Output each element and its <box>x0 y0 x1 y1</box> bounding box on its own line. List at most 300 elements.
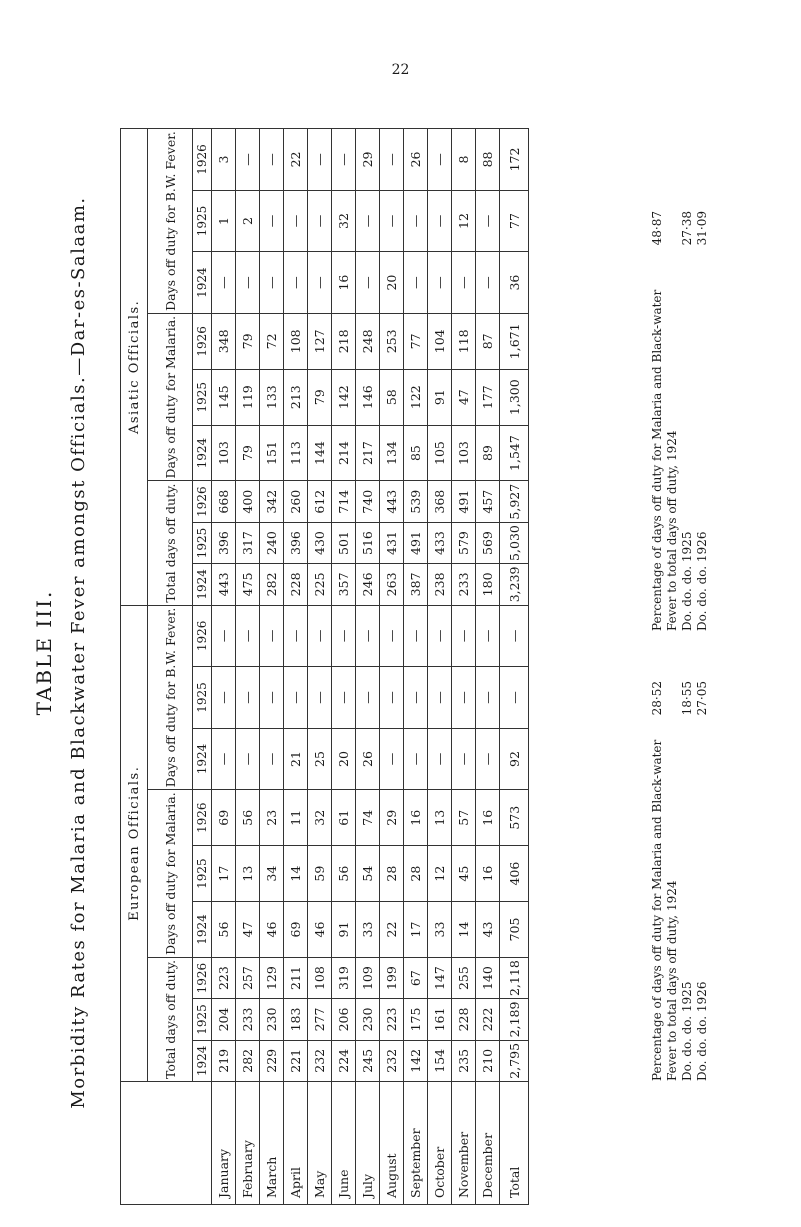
asiatic-total-year-1924: 1924 <box>193 564 212 605</box>
european-cell: 17 <box>212 846 236 902</box>
european-cell: 2,795 <box>500 1040 529 1081</box>
asiatic-cell: — <box>212 252 236 314</box>
european-cell: 13 <box>236 846 260 902</box>
asiatic-cell: 22 <box>284 129 308 191</box>
table-row <box>212 129 236 1205</box>
european-cell: — <box>308 667 332 729</box>
european-cell: — <box>332 667 356 729</box>
asiatic-cell: 79 <box>236 313 260 369</box>
european-cell: 57 <box>452 790 476 846</box>
asiatic-cell: 20 <box>380 252 404 314</box>
asiatic-cell: 119 <box>236 369 260 425</box>
table-label: TABLE III. <box>32 589 56 716</box>
asiatic-cell: 146 <box>356 369 380 425</box>
european-cell: — <box>404 605 428 667</box>
european-cell: 229 <box>260 1040 284 1081</box>
european-percentage-value: 28·52 <box>650 681 664 716</box>
asiatic-cell: — <box>284 252 308 314</box>
european-cell: — <box>404 667 428 729</box>
european-percentage-row <box>680 681 695 1081</box>
asiatic-cell: — <box>308 190 332 252</box>
european-cell: — <box>452 605 476 667</box>
european-cell: 235 <box>452 1040 476 1081</box>
asiatic-cell: 1 <box>212 190 236 252</box>
european-cell: 14 <box>284 846 308 902</box>
european-cell: — <box>236 667 260 729</box>
asiatic-cell: 217 <box>356 425 380 481</box>
asiatic-cell: 368 <box>428 481 452 522</box>
european-cell: 161 <box>428 999 452 1040</box>
asiatic-cell: 91 <box>428 369 452 425</box>
asiatic-cell: — <box>260 129 284 191</box>
morbidity-table <box>120 128 529 1205</box>
european-cell: 230 <box>260 999 284 1040</box>
asiatic-cell: 516 <box>356 522 380 563</box>
asiatic-cell: 79 <box>308 369 332 425</box>
year-row <box>193 129 212 1205</box>
asiatic-cell: — <box>260 252 284 314</box>
european-cell: 56 <box>212 902 236 958</box>
asiatic-cell: 105 <box>428 425 452 481</box>
european-cell: 2,189 <box>500 999 529 1040</box>
table-row <box>308 129 332 1205</box>
asiatic-cell: 180 <box>476 564 500 605</box>
asiatic-cell: 491 <box>404 522 428 563</box>
european-cell: 21 <box>284 728 308 790</box>
european-cell: 129 <box>260 957 284 998</box>
european-cell: 223 <box>380 999 404 1040</box>
european-cell: — <box>356 605 380 667</box>
asiatic-cell: — <box>356 252 380 314</box>
asiatic-cell: 282 <box>260 564 284 605</box>
european-cell: 43 <box>476 902 500 958</box>
asiatic-percentages <box>650 211 710 631</box>
european-cell: 67 <box>404 957 428 998</box>
asiatic-cell: 142 <box>332 369 356 425</box>
european-cell: — <box>404 728 428 790</box>
asiatic-cell: 118 <box>452 313 476 369</box>
table-row <box>476 129 500 1205</box>
european-cell: 61 <box>332 790 356 846</box>
european-cell: 147 <box>428 957 452 998</box>
asiatic-cell: 253 <box>380 313 404 369</box>
month-label: Total <box>500 1082 529 1205</box>
asiatic-cell: 214 <box>332 425 356 481</box>
asiatic-percentage-label: Percentage of days off duty for Malaria and Black-water Fever to total days off duty, 1924 <box>650 289 679 631</box>
month-header <box>121 1082 212 1205</box>
european-cell: 46 <box>308 902 332 958</box>
european-cell: — <box>260 728 284 790</box>
asiatic-cell: 88 <box>476 129 500 191</box>
asiatic-cell: 248 <box>356 313 380 369</box>
table-row <box>404 129 428 1205</box>
european-percentages <box>650 681 710 1081</box>
asiatic-cell: 1,671 <box>500 313 529 369</box>
european-cell: 14 <box>452 902 476 958</box>
european-total-year-1926: 1926 <box>193 957 212 998</box>
asiatic-cell: 3,239 <box>500 564 529 605</box>
asiatic-cell: 475 <box>236 564 260 605</box>
european-cell: 183 <box>284 999 308 1040</box>
european-cell: — <box>452 728 476 790</box>
asiatic-cell: 342 <box>260 481 284 522</box>
european-cell: 56 <box>236 790 260 846</box>
asiatic-cell: 387 <box>404 564 428 605</box>
asiatic-bw-year-1924: 1924 <box>193 252 212 314</box>
asiatic-cell: — <box>428 190 452 252</box>
european-percentage-row <box>695 681 710 1081</box>
european-cell: — <box>236 728 260 790</box>
asiatic-cell: 218 <box>332 313 356 369</box>
asiatic-cell: — <box>404 252 428 314</box>
european-cell: 92 <box>500 728 529 790</box>
month-label: October <box>428 1082 452 1205</box>
asiatic-cell: 103 <box>212 425 236 481</box>
european-malaria-year-1925: 1925 <box>193 846 212 902</box>
european-cell: 228 <box>452 999 476 1040</box>
table-row <box>500 129 529 1205</box>
european-cell: 54 <box>356 846 380 902</box>
european-cell: — <box>476 728 500 790</box>
asiatic-cell: 263 <box>380 564 404 605</box>
european-cell: 13 <box>428 790 452 846</box>
european-cell: — <box>308 605 332 667</box>
asiatic-cell: 2 <box>236 190 260 252</box>
european-cell: 28 <box>404 846 428 902</box>
asiatic-cell: 431 <box>380 522 404 563</box>
european-cell: 16 <box>476 790 500 846</box>
asiatic-cell: 134 <box>380 425 404 481</box>
european-section-header: European Officials. <box>121 605 148 1081</box>
european-cell: 211 <box>284 957 308 998</box>
european-cell: — <box>284 667 308 729</box>
asiatic-cell: 151 <box>260 425 284 481</box>
asiatic-cell: 433 <box>428 522 452 563</box>
asiatic-cell: — <box>284 190 308 252</box>
table-row <box>332 129 356 1205</box>
european-cell: 17 <box>404 902 428 958</box>
asiatic-cell: 260 <box>284 481 308 522</box>
asiatic-malaria-year-1925: 1925 <box>193 369 212 425</box>
european-cell: 257 <box>236 957 260 998</box>
asiatic-malaria-header: Days off duty for Malaria. <box>148 313 193 481</box>
asiatic-cell: 317 <box>236 522 260 563</box>
asiatic-bw-year-1926: 1926 <box>193 129 212 191</box>
european-cell: 140 <box>476 957 500 998</box>
asiatic-percentage-value: 48·87 <box>650 211 664 246</box>
asiatic-cell: 396 <box>284 522 308 563</box>
table-row <box>452 129 476 1205</box>
asiatic-malaria-year-1924: 1924 <box>193 425 212 481</box>
asiatic-cell: 127 <box>308 313 332 369</box>
european-cell: 29 <box>380 790 404 846</box>
asiatic-cell: — <box>476 252 500 314</box>
european-cell: 232 <box>380 1040 404 1081</box>
month-label: August <box>380 1082 404 1205</box>
asiatic-cell: — <box>236 252 260 314</box>
european-cell: 12 <box>428 846 452 902</box>
european-cell: 11 <box>284 790 308 846</box>
european-cell: 406 <box>500 846 529 902</box>
european-cell: — <box>260 605 284 667</box>
asiatic-cell: 714 <box>332 481 356 522</box>
asiatic-cell: 3 <box>212 129 236 191</box>
asiatic-cell: 668 <box>212 481 236 522</box>
european-bw-year-1926: 1926 <box>193 605 212 667</box>
asiatic-total-year-1926: 1926 <box>193 481 212 522</box>
european-cell: 705 <box>500 902 529 958</box>
table-row <box>284 129 308 1205</box>
month-label: December <box>476 1082 500 1205</box>
asiatic-cell: 501 <box>332 522 356 563</box>
asiatic-cell: 144 <box>308 425 332 481</box>
table-heading <box>30 100 89 1205</box>
asiatic-cell: 225 <box>308 564 332 605</box>
asiatic-cell: 72 <box>260 313 284 369</box>
month-label: March <box>260 1082 284 1205</box>
asiatic-total-header: Total days off duty. <box>148 481 193 605</box>
asiatic-cell: — <box>308 252 332 314</box>
european-cell: — <box>380 605 404 667</box>
european-cell: — <box>212 605 236 667</box>
asiatic-cell: 443 <box>380 481 404 522</box>
asiatic-cell: 12 <box>452 190 476 252</box>
european-percentage-label: Do. do. do. 1925 <box>680 981 694 1081</box>
month-label: July <box>356 1082 380 1205</box>
asiatic-cell: 47 <box>452 369 476 425</box>
european-cell: 91 <box>332 902 356 958</box>
asiatic-cell: 8 <box>452 129 476 191</box>
asiatic-cell: 104 <box>428 313 452 369</box>
european-cell: 108 <box>308 957 332 998</box>
european-cell: 47 <box>236 902 260 958</box>
asiatic-cell: 1,300 <box>500 369 529 425</box>
european-cell: 154 <box>428 1040 452 1081</box>
asiatic-cell: — <box>356 190 380 252</box>
asiatic-cell: — <box>308 129 332 191</box>
european-cell: 16 <box>404 790 428 846</box>
asiatic-cell: 145 <box>212 369 236 425</box>
asiatic-cell: — <box>380 129 404 191</box>
european-percentage-label: Percentage of days off duty for Malaria and Black-water Fever to total days off duty, 1924 <box>650 739 679 1081</box>
european-cell: — <box>212 728 236 790</box>
european-cell: 109 <box>356 957 380 998</box>
table-row <box>428 129 452 1205</box>
asiatic-cell: 85 <box>404 425 428 481</box>
asiatic-cell: 122 <box>404 369 428 425</box>
asiatic-percentage-label: Do. do. do. 1926 <box>695 531 709 631</box>
european-cell: 255 <box>452 957 476 998</box>
asiatic-total-year-1925: 1925 <box>193 522 212 563</box>
asiatic-cell: 238 <box>428 564 452 605</box>
asiatic-percentage-value: 27·38 <box>680 211 694 246</box>
european-cell: 34 <box>260 846 284 902</box>
european-cell: 23 <box>260 790 284 846</box>
asiatic-cell: 569 <box>476 522 500 563</box>
asiatic-cell: 77 <box>500 190 529 252</box>
asiatic-malaria-year-1926: 1926 <box>193 313 212 369</box>
asiatic-cell: 77 <box>404 313 428 369</box>
asiatic-percentage-row <box>680 211 695 631</box>
asiatic-cell: 430 <box>308 522 332 563</box>
european-cell: — <box>452 667 476 729</box>
european-cell: 222 <box>476 999 500 1040</box>
asiatic-cell: 396 <box>212 522 236 563</box>
european-cell: 230 <box>356 999 380 1040</box>
european-cell: — <box>380 667 404 729</box>
asiatic-cell: 16 <box>332 252 356 314</box>
asiatic-cell: 133 <box>260 369 284 425</box>
table-row <box>356 129 380 1205</box>
asiatic-cell: — <box>476 190 500 252</box>
european-cell: 175 <box>404 999 428 1040</box>
asiatic-cell: — <box>236 129 260 191</box>
european-cell: — <box>284 605 308 667</box>
asiatic-cell: 457 <box>476 481 500 522</box>
european-malaria-year-1926: 1926 <box>193 790 212 846</box>
european-cell: 232 <box>308 1040 332 1081</box>
column-group-row <box>148 129 193 1205</box>
asiatic-cell: 32 <box>332 190 356 252</box>
european-cell: 25 <box>308 728 332 790</box>
asiatic-cell: 491 <box>452 481 476 522</box>
asiatic-cell: 26 <box>404 129 428 191</box>
asiatic-cell: 36 <box>500 252 529 314</box>
european-cell: — <box>500 667 529 729</box>
month-label: January <box>212 1082 236 1205</box>
european-cell: 282 <box>236 1040 260 1081</box>
european-cell: 224 <box>332 1040 356 1081</box>
asiatic-cell: 612 <box>308 481 332 522</box>
asiatic-cell: 740 <box>356 481 380 522</box>
european-cell: 26 <box>356 728 380 790</box>
month-label: September <box>404 1082 428 1205</box>
month-label: May <box>308 1082 332 1205</box>
asiatic-cell: — <box>428 252 452 314</box>
asiatic-cell: 228 <box>284 564 308 605</box>
european-bw-year-1925: 1925 <box>193 667 212 729</box>
european-cell: 204 <box>212 999 236 1040</box>
european-cell: 16 <box>476 846 500 902</box>
asiatic-cell: 5,030 <box>500 522 529 563</box>
month-label: February <box>236 1082 260 1205</box>
month-label: June <box>332 1082 356 1205</box>
asiatic-cell: 87 <box>476 313 500 369</box>
european-malaria-year-1924: 1924 <box>193 902 212 958</box>
table-row <box>260 129 284 1205</box>
asiatic-cell: 5,927 <box>500 481 529 522</box>
table-title: Morbidity Rates for Malaria and Blackwater Fever amongst Officials.—Dar-es-Salaam. <box>68 196 89 1109</box>
european-cell: — <box>380 728 404 790</box>
table-row <box>236 129 260 1205</box>
asiatic-percentage-row <box>650 211 680 631</box>
european-percentage-label: Do. do. do. 1926 <box>695 981 709 1081</box>
european-bw-header: Days off duty for B.W. Fever. <box>148 605 193 790</box>
asiatic-cell: 113 <box>284 425 308 481</box>
asiatic-cell: 246 <box>356 564 380 605</box>
asiatic-bw-header: Days off duty for B.W. Fever. <box>148 129 193 314</box>
asiatic-cell: 89 <box>476 425 500 481</box>
european-malaria-header: Days off duty for Malaria. <box>148 790 193 958</box>
european-cell: 142 <box>404 1040 428 1081</box>
asiatic-cell: 172 <box>500 129 529 191</box>
european-cell: 28 <box>380 846 404 902</box>
european-total-year-1925: 1925 <box>193 999 212 1040</box>
asiatic-cell: — <box>332 129 356 191</box>
asiatic-cell: 240 <box>260 522 284 563</box>
european-cell: 223 <box>212 957 236 998</box>
european-cell: 20 <box>332 728 356 790</box>
european-cell: 59 <box>308 846 332 902</box>
asiatic-cell: 58 <box>380 369 404 425</box>
european-cell: 319 <box>332 957 356 998</box>
asiatic-percentage-value: 31·09 <box>695 211 709 246</box>
european-cell: 245 <box>356 1040 380 1081</box>
page-number: 22 <box>391 62 410 78</box>
european-cell: 74 <box>356 790 380 846</box>
european-cell: 32 <box>308 790 332 846</box>
asiatic-cell: 443 <box>212 564 236 605</box>
asiatic-cell: — <box>260 190 284 252</box>
asiatic-cell: 177 <box>476 369 500 425</box>
european-cell: — <box>356 667 380 729</box>
european-cell: — <box>428 728 452 790</box>
asiatic-cell: — <box>380 190 404 252</box>
european-percentage-row <box>650 681 680 1081</box>
asiatic-cell: 79 <box>236 425 260 481</box>
asiatic-cell: 579 <box>452 522 476 563</box>
european-bw-year-1924: 1924 <box>193 728 212 790</box>
asiatic-cell: 1,547 <box>500 425 529 481</box>
table-row <box>380 129 404 1205</box>
european-cell: 199 <box>380 957 404 998</box>
european-cell: 277 <box>308 999 332 1040</box>
rotated-table-page <box>30 100 730 1205</box>
asiatic-cell: 348 <box>212 313 236 369</box>
european-cell: — <box>476 667 500 729</box>
asiatic-cell: 233 <box>452 564 476 605</box>
european-cell: — <box>212 667 236 729</box>
european-cell: 573 <box>500 790 529 846</box>
european-cell: 22 <box>380 902 404 958</box>
asiatic-cell: 108 <box>284 313 308 369</box>
asiatic-cell: 400 <box>236 481 260 522</box>
table-body <box>212 129 529 1205</box>
asiatic-percentage-label: Do. do. do. 1925 <box>680 531 694 631</box>
european-cell: — <box>236 605 260 667</box>
european-cell: 56 <box>332 846 356 902</box>
asiatic-cell: 539 <box>404 481 428 522</box>
european-cell: 210 <box>476 1040 500 1081</box>
month-label: April <box>284 1082 308 1205</box>
asiatic-cell: 213 <box>284 369 308 425</box>
european-total-header: Total days off duty. <box>148 957 193 1081</box>
european-cell: 69 <box>212 790 236 846</box>
asiatic-bw-year-1925: 1925 <box>193 190 212 252</box>
european-cell: — <box>428 605 452 667</box>
european-cell: — <box>428 667 452 729</box>
european-cell: 2,118 <box>500 957 529 998</box>
european-total-year-1924: 1924 <box>193 1040 212 1081</box>
european-cell: 33 <box>356 902 380 958</box>
european-cell: 69 <box>284 902 308 958</box>
asiatic-cell: — <box>404 190 428 252</box>
european-cell: 206 <box>332 999 356 1040</box>
european-cell: 221 <box>284 1040 308 1081</box>
european-percentage-value: 27·05 <box>695 681 709 716</box>
european-cell: — <box>476 605 500 667</box>
european-cell: 33 <box>428 902 452 958</box>
